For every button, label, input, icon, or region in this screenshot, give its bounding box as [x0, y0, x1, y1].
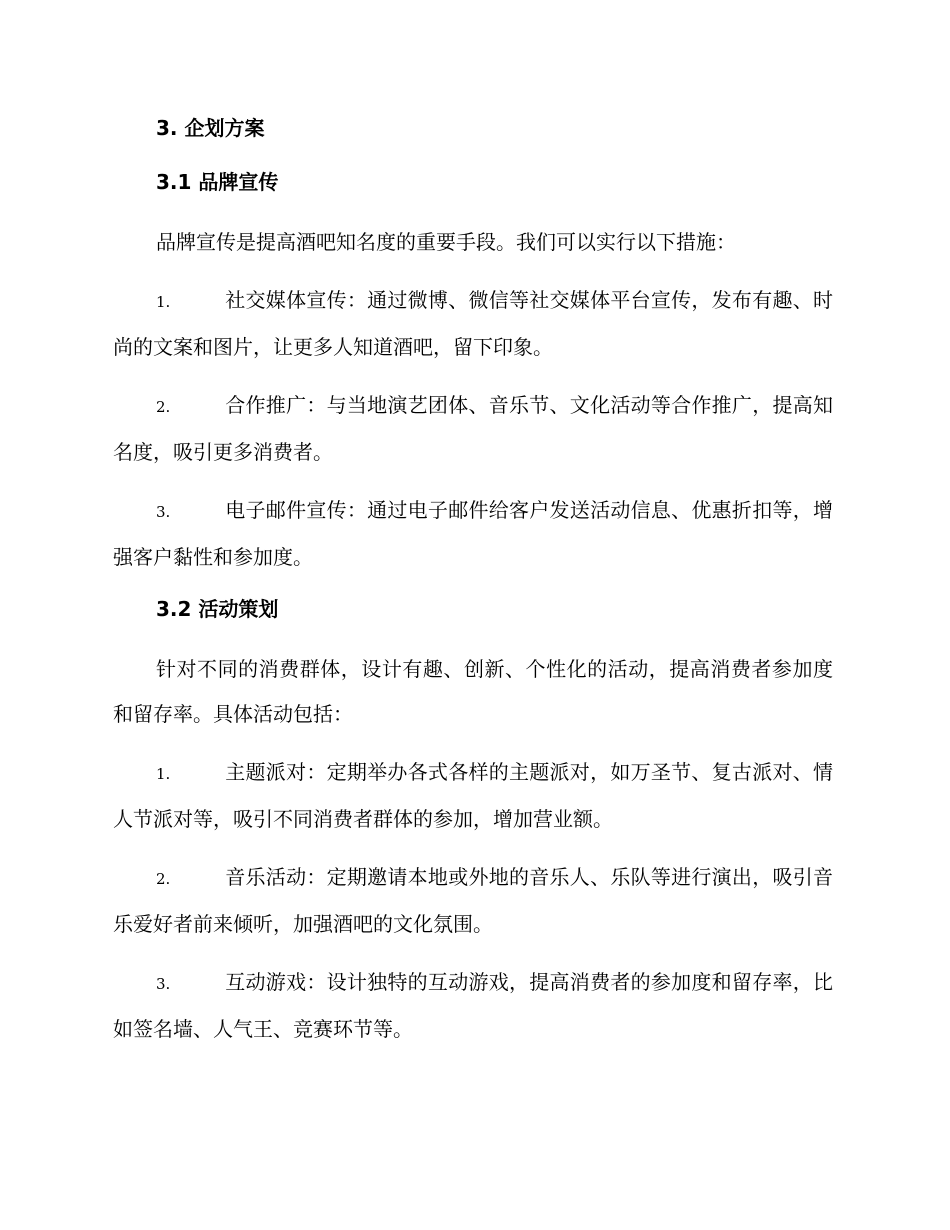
section-heading: 3. 企划方案 [156, 116, 265, 140]
list-item [113, 960, 833, 1052]
list-number: 3. [156, 503, 171, 521]
subsection-heading-brand: 3.1 品牌宣传 [156, 170, 279, 194]
list-number: 2. [156, 398, 171, 416]
brand-intro-paragraph: 品牌宣传是提高酒吧知名度的重要手段。我们可以实行以下措施： [156, 230, 736, 254]
list-item [113, 750, 833, 842]
list-number: 1. [156, 765, 171, 783]
list-text: 互动游戏：设计独特的互动游戏，提高消费者的参加度和留存率，比如签名墙、人气王、竞赛环节等。 [113, 970, 833, 1041]
list-text: 社交媒体宣传：通过微博、微信等社交媒体平台宣传，发布有趣、时尚的文案和图片，让更多人知道酒吧，留下印象。 [113, 288, 833, 359]
list-number: 3. [156, 975, 171, 993]
list-item [113, 488, 833, 580]
list-number: 2. [156, 870, 171, 888]
list-text: 电子邮件宣传：通过电子邮件给客户发送活动信息、优惠折扣等，增强客户黏性和参加度。 [113, 498, 833, 569]
list-text: 音乐活动：定期邀请本地或外地的音乐人、乐队等进行演出，吸引音乐爱好者前来倾听，加强酒吧的文化氛围。 [113, 865, 833, 936]
subsection-heading-events: 3.2 活动策划 [156, 597, 279, 621]
events-intro-paragraph: 针对不同的消费群体，设计有趣、创新、个性化的活动，提高消费者参加度和留存率。具体活动包括： [113, 657, 833, 726]
list-item [113, 855, 833, 947]
list-text: 合作推广：与当地演艺团体、音乐节、文化活动等合作推广，提高知名度，吸引更多消费者。 [113, 393, 833, 464]
document-page [113, 112, 833, 1065]
list-number: 1. [156, 293, 171, 311]
list-item [113, 383, 833, 475]
list-item [113, 278, 833, 370]
list-text: 主题派对：定期举办各式各样的主题派对，如万圣节、复古派对、情人节派对等，吸引不同消费者群体的参加，增加营业额。 [113, 760, 833, 831]
